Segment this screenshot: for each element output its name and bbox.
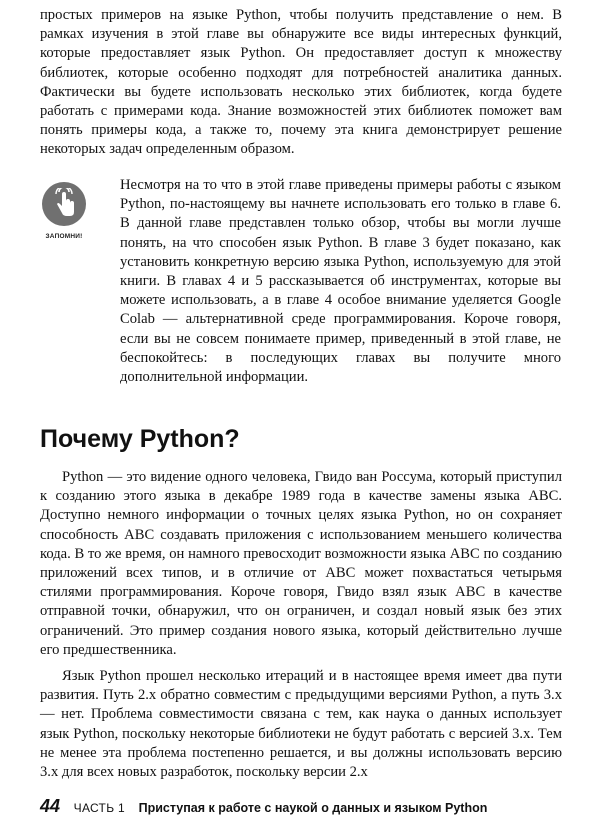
part-label: ЧАСТЬ 1 [73,801,125,815]
page-number: 44 [40,796,61,816]
finger-tap-icon [42,182,86,226]
section-heading: Почему Python? [40,425,240,453]
body-paragraph: Язык Python прошел несколько итераций и в настоящее время имеет два пути развития. Путь 2.x обратно совместим с предыдущими версиями Python, а путь 3.x — нет. Проблема совместимости связана с тем, как наука о данных использует язык Python, поскольку некоторые библиотеки не будут работать с версией 3.x. Тем не менее эта проблема постепенно решается, и вы должны использовать версию 3.x для всех новых разработок, поскольку версии 2.x [40,668,562,781]
page-footer [40,796,562,817]
body-paragraph: Python — это видение одного человека, Гвидо ван Россума, который приступил к созданию этого языка в декабре 1989 года в качестве замены языка ABC. Доступно немного информации о точных целях языка Python, но он сохраняет способность ABC создавать приложения с использованием меньшего количества кода. В то же время, он намного превосходит возможности языка ABC по созданию приложений всех типов, и в отличие от ABC может похвастаться четырьмя стилями программирования. Короче говоря, Гвидо взял язык ABC в качестве отправной точки, обнаружил, что он ограничен, и создал новый язык без этих ограничений. Это пример создания нового языка, который действительно лучше его предшественника. [40,469,562,658]
remember-note [40,176,562,406]
note-caption: ЗАПОМНИ! [45,233,83,240]
part-title: Приступая к работе с наукой о данных и языком Python [138,801,488,815]
intro-paragraph: простых примеров на языке Python, чтобы получить представление о нем. В рамках изучения в этой главе вы обнаружите все виды интересных функций, которые предоставляет язык Python. Он предоставляет доступ к множеству библиотек, которые особенно подходят для потребностей аналитика данных. Фактически вы будете использовать несколько этих библиотек, когда будете работать с примерами кода. Знание возможностей этих библиотек поможет вам понять примеры кода, а также то, почему эта книга демонстрирует решение некоторых задач определенным образом. [40,7,562,158]
note-text [120,176,561,387]
note-paragraph: Несмотря на то что в этой главе приведены примеры работы с языком Python, по-настоящему вы начнете использовать его только в главе 6. В данной главе представлен только обзор, чтобы вы могли лучше понять, на что способен язык Python. В главе 3 будет показано, как установить конкретную версию языка Python, используемую для этой книги. В главах 4 и 5 рассказывается об инструментах, которые вы можете использовать, а в главе 4 особое внимание уделяется Google Colab — альтернативной среде программирования. Короче говоря, если вы не совсем понимаете пример, приведенный в этой главе, не беспокойтесь: в последующих главах вы получите много дополнительной информации. [120,177,561,386]
section-body [40,468,562,782]
intro-text [40,6,562,160]
